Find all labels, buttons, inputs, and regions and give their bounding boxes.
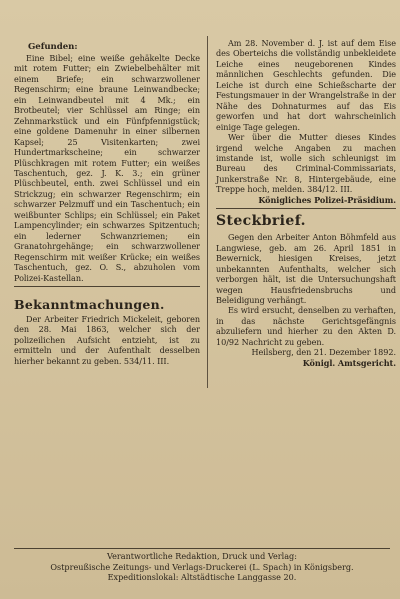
found-heading: Gefunden:	[28, 42, 78, 52]
wanted-request: Es wird ersucht, denselben zu verhaften, in das nächste Gerichtsgefängnis abzuliefern und hierher zu den Akten D. 10/92 Nachricht zu geben.	[216, 305, 396, 347]
footer-divider	[14, 548, 390, 549]
announcements-heading: Bekanntmachungen.	[14, 296, 165, 312]
section-divider	[216, 208, 396, 209]
footer-line-office: Expeditionslokal: Altstädtische Langgasse 20.	[107, 572, 297, 582]
court-signature: Königl. Amtsgericht.	[302, 357, 396, 368]
police-signature: Königliches Polizei-Präsidium.	[258, 194, 396, 205]
found-items-text: Eine Bibel; eine weiße gehäkelte Decke mit rotem Futter; ein Zwiebelbehälter mit einem Briefe; ein schwarzwollener Regenschirm; eine braune Leinwandbecke; ein Leinwandbeutel mit 4 Mk.; ein Brotbeutel; vier Schlüssel am Ringe; ein Zehnmarkstück und ein Fünfpfennigstück; eine goldene Damenuhr in einer silbernen Kapsel; 25 Visitenkarten; zwei Hundertmarkscheine; ein schwarzer Plüschkragen mit rotem Futter; ein weißes Taschentuch, gez. J. K. 3.; ein grüner Plüschbeutel, enth. zwei Schlüssel und ein Strickzug; ein schwarzer Regenschirm; ein schwarzer Pelzmuff und ein Taschentuch; ein weißbunter Schlips; ein Schlüssel; ein Paket Lampencylinder; ein schwarzes Spitzentuch; ein lederner Schwanzriemen; ein Granatohrgehänge; ein schwarzwollener Regenschirm mit weißer Krücke; ein weißes Taschentuch, gez. O. S., abzuholen vom Polizei-Kastellan.	[14, 53, 200, 283]
infant-notice-request: Wer über die Mutter dieses Kindes irgend welche Angaben zu machen imstande ist, wolle sich schleunigst im Bureau des Criminal-Commissariats, Junkerstraße Nr. 8, Hintergebäude, eine Treppe hoch, melden. 384/12. III.	[216, 132, 396, 195]
section-divider	[14, 286, 200, 287]
wanted-title: Steckbrief.	[216, 213, 306, 230]
imprint-footer	[14, 551, 390, 583]
wanted-date: Heilsberg, den 21. Dezember 1892.	[251, 347, 396, 358]
wanted-text: Gegen den Arbeiter Anton Böhmfeld aus Langwiese, geb. am 26. April 1851 in Bewernick, hiesigen Kreises, jetzt unbekannten Aufenthalts, welcher sich verborgen hält, ist die Untersuchungshaft wegen Hausfriedensbruchs und Beleidigung verhängt.	[216, 232, 396, 305]
footer-line-editorial: Verantwortliche Redaktion, Druck und Verlag:	[107, 551, 297, 561]
infant-notice-text: Am 28. November d. J. ist auf dem Eise des Oberteichs die vollständig unbekleidete Leiche eines neugeborenen Kindes männlichen Geschlechts gefunden. Die Leiche ist durch eine Schießscharte der Festungsmauer in der Wrangelstraße in der Nähe des Dohnaturmes auf das Eis geworfen und hat dort wahrscheinlich einige Tage gelegen.	[216, 38, 396, 132]
column-divider	[207, 36, 208, 388]
left-column	[14, 38, 200, 366]
right-column	[216, 38, 396, 368]
footer-line-printer: Ostpreußische Zeitungs- und Verlags-Druckerei (L. Spach) in Königsberg.	[50, 561, 354, 572]
announcement-text: Der Arbeiter Friedrich Mickeleit, geboren den 28. Mai 1863, welcher sich der polizeilichen Aufsicht entzieht, ist zu ermitteln und der Aufenthalt desselben hierher bekannt zu geben. 534/11. III.	[14, 313, 200, 366]
